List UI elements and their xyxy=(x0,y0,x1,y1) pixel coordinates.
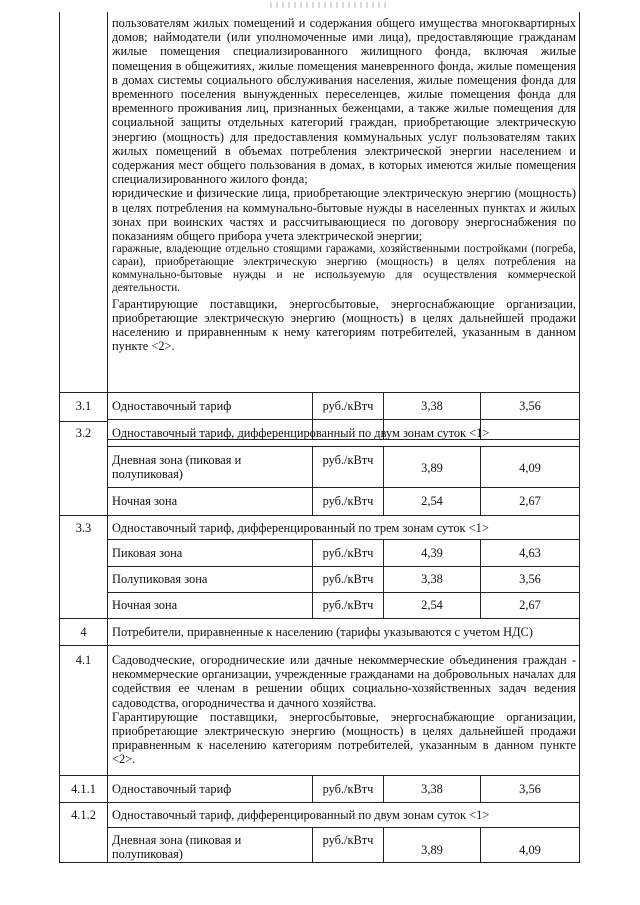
scan-artifact xyxy=(270,2,390,8)
table-row-divider xyxy=(59,775,580,776)
tariff-unit: руб./кВтч xyxy=(322,494,374,508)
table-row-divider xyxy=(59,392,580,393)
tariff-value-first-half: 3,38 xyxy=(421,399,443,413)
tariff-unit: руб./кВтч xyxy=(322,399,374,413)
tariff-value-second-half: 3,56 xyxy=(519,399,541,413)
consumer-category-paragraph: Садоводческие, огороднические или дачные некоммерческие объединения граждан - некоммерческие организации, учрежденные гражданами на добровольных началах для содействия ее членам в решении общих социально-хозяйственных задач ведения садоводства, огородничества и дачного хозяйства. xyxy=(112,653,576,710)
tariff-value-first-half: 2,54 xyxy=(421,494,443,508)
zone-name: Пиковая зона xyxy=(112,546,183,560)
section-4-description xyxy=(112,653,576,767)
tariff-unit: руб./кВтч xyxy=(322,453,374,467)
row-number: 3.1 xyxy=(75,399,92,413)
table-row-divider xyxy=(59,421,108,422)
tariff-unit: руб./кВтч xyxy=(322,782,374,796)
tariff-value-first-half: 3,89 xyxy=(421,843,443,857)
zone-name: Полупиковая зона xyxy=(112,572,208,586)
table-row-divider xyxy=(107,446,580,447)
tariff-value-second-half: 3,56 xyxy=(519,572,541,586)
row-number: 3.2 xyxy=(75,426,92,440)
table-row-divider xyxy=(107,419,580,420)
supplier-paragraph: Гарантирующие поставщики, энергосбытовые, энергоснабжающие организации, приобретающие электрическую энергию (мощность) в целях дальнейшей продажи приравненным к населению категориям потребителей, указанным в данном пункте <2>. xyxy=(112,709,576,767)
table-row-divider xyxy=(59,645,580,646)
zone-name: Ночная зона xyxy=(112,598,178,612)
table-row-divider xyxy=(107,487,580,488)
tariff-value-second-half: 4,09 xyxy=(519,843,541,857)
tariff-unit: руб./кВтч xyxy=(322,572,374,586)
table-border-right xyxy=(579,12,580,863)
table-row-divider xyxy=(107,539,580,540)
tariff-value-first-half: 3,38 xyxy=(421,572,443,586)
section-3-description xyxy=(112,16,576,354)
consumer-category-paragraph: гаражные, владеющие отдельно стоящими гаражами, хозяйственными постройками (погреба, сараи), приобретающие электрическую энергию (мощность) в целях потребления на коммунально-бытовые нужды и не используемую для осуществления коммерческой деятельности. xyxy=(112,243,576,294)
tariff-name: Одноставочный тариф xyxy=(112,782,232,796)
table-row-divider xyxy=(107,566,580,567)
tariff-value-first-half: 2,54 xyxy=(421,598,443,612)
consumer-category-paragraph: юридические и физические лица, приобретающие электрическую энергию (мощность) в целях потребления на коммунально-бытовые нужды в населенных пунктах и жилых зонах при воинских частях и рассчитывающиеся по договору энергоснабжения по показаниям общего прибора учета электрической энергии; xyxy=(112,186,576,244)
table-row-divider xyxy=(107,592,580,593)
tariff-unit: руб./кВтч xyxy=(322,598,374,612)
zone-name: Дневная зона (пиковая и полупиковая) xyxy=(112,833,242,862)
tariff-value-first-half: 3,38 xyxy=(421,782,443,796)
table-row-divider xyxy=(107,827,580,828)
tariff-value-second-half: 3,56 xyxy=(519,782,541,796)
tariff-value-second-half: 4,09 xyxy=(519,461,541,475)
table-row-divider xyxy=(59,618,580,619)
tariff-unit: руб./кВтч xyxy=(322,833,374,847)
tariff-value-second-half: 2,67 xyxy=(519,598,541,612)
zone-name: Дневная зона (пиковая и полупиковая) xyxy=(112,453,242,482)
row-number: 4.1 xyxy=(75,653,92,667)
tariff-name: Одноставочный тариф, дифференцированный по двум зонам суток <1> xyxy=(112,426,490,440)
row-number: 4.1.2 xyxy=(71,808,96,822)
tariff-value-first-half: 3,89 xyxy=(421,461,443,475)
supplier-paragraph: Гарантирующие поставщики, энергосбытовые, энергоснабжающие организации, приобретающие электрическую энергию (мощность) в целях дальнейшей продажи населению и приравненным к нему категориям потребителей, указанным в данном пункте <2>. xyxy=(112,296,576,354)
tariff-name: Одноставочный тариф xyxy=(112,399,232,413)
row-number: 4.1.1 xyxy=(71,782,96,796)
section-number: 4 xyxy=(80,625,87,639)
tariff-name: Одноставочный тариф, дифференцированный по трем зонам суток <1> xyxy=(112,521,489,535)
table-row-divider xyxy=(59,515,580,516)
table-border-bottom xyxy=(59,862,580,863)
tariff-name: Одноставочный тариф, дифференцированный по двум зонам суток <1> xyxy=(112,808,490,822)
tariff-value-second-half: 4,63 xyxy=(519,546,541,560)
zone-name: Ночная зона xyxy=(112,494,178,508)
consumer-category-paragraph: пользователям жилых помещений и содержания общего имущества многоквартирных домов; наймодатели (или уполномоченные ими лица), предоставляющие гражданам жилые помещения специализированного жилищного фонда, включая жилые помещения в общежитиях, жилые помещения маневренного фонда, жилые помещения в домах системы социального обслуживания населения, жилые помещения фонда для временного поселения вынужденных переселенцев, жилые помещения фонда для временного проживания лиц, признанных беженцами, а также жилые помещения для социальной защиты отдельных категорий граждан, приобретающие электрическую энергию (мощность) для предоставления коммунальных услуг пользователям таких жилых помещений в объемах потребления электрической энергии населением и содержания мест общего пользования в домах, в которых имеются жилые помещения специализированного жилого фонда; xyxy=(112,16,576,187)
tariff-value-first-half: 4,39 xyxy=(421,546,443,560)
tariff-unit: руб./кВтч xyxy=(322,546,374,560)
row-number: 3.3 xyxy=(75,521,92,535)
section-title: Потребители, приравненные к населению (тарифы указываются с учетом НДС) xyxy=(112,625,533,639)
table-row-divider xyxy=(59,802,580,803)
tariff-value-second-half: 2,67 xyxy=(519,494,541,508)
